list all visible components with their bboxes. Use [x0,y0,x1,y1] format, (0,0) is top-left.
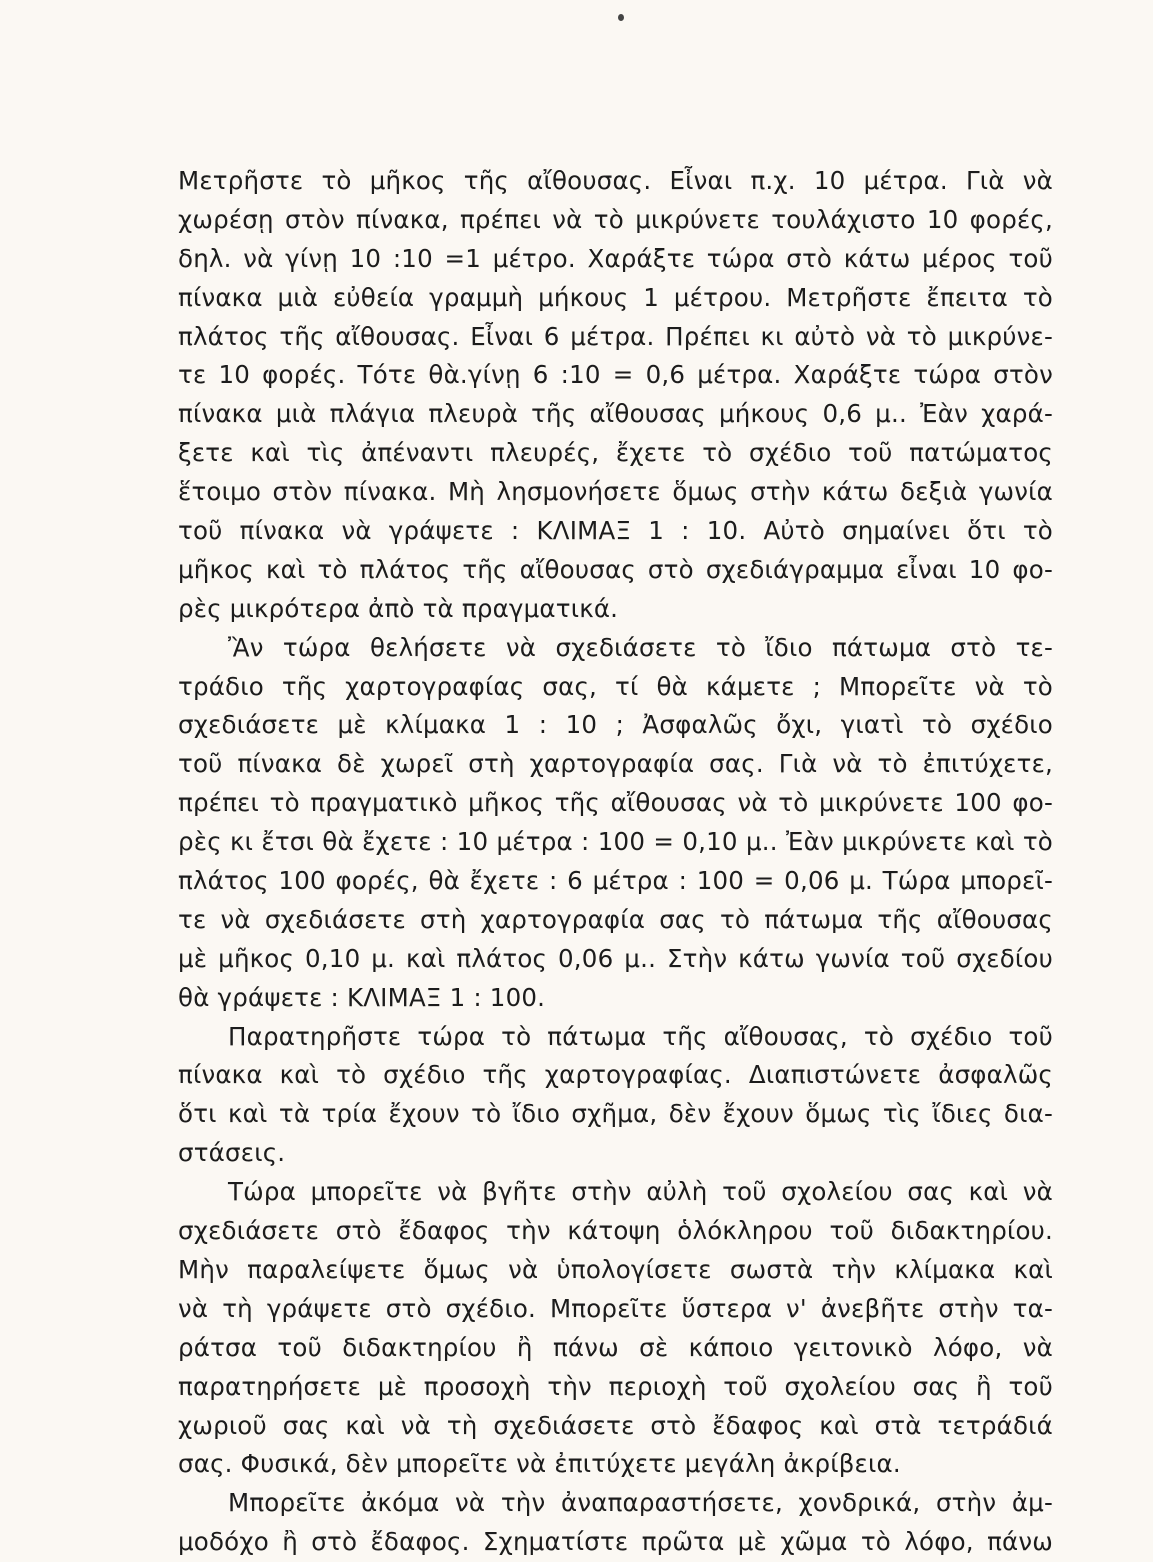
text-line: Ἂν τώρα θελήσετε νὰ σχεδιάσετε τὸ ἴδιο πάτωμα στὸ τε- [228,632,1053,662]
text-line: μῆκος καὶ τὸ πλάτος τῆς αἴθουσας στὸ σχεδιάγραμμα εἶναι 10 φο- [178,554,1053,584]
text-line: δηλ. νὰ γίνῃ 10 :10 =1 μέτρο. Χαράξτε τώρα στὸ κάτω μέρος τοῦ [178,243,1053,273]
text-line: ὅτι καὶ τὰ τρία ἔχουν τὸ ἴδιο σχῆμα, δὲν ἔχουν ὅμως τὶς ἴδιες δια- [178,1099,1053,1129]
text-line: ράτσα τοῦ διδακτηρίου ἢ πάνω σὲ κάποιο γειτονικὸ λόφο, νὰ [178,1332,1053,1362]
ink-speck [618,14,624,21]
text-line: μὲ μῆκος 0,10 μ. καὶ πλάτος 0,06 μ.. Στὴν κάτω γωνία τοῦ σχεδίου [178,943,1053,973]
text-line: πίνακα μιὰ εὐθεία γραμμὴ μήκους 1 μέτρου. Μετρῆστε ἔπειτα τὸ [178,282,1053,312]
text-line: Μετρῆστε τὸ μῆκος τῆς αἴθουσας. Εἶναι π.χ. 10 μέτρα. Γιὰ νὰ [178,166,1053,195]
text-line: τράδιο τῆς χαρτογραφίας σας, τί θὰ κάμετε ; Μπορεῖτε νὰ τὸ [178,671,1053,701]
text-line: πίνακα καὶ τὸ σχέδιο τῆς χαρτογραφίας. Διαπιστώνετε ἀσφαλῶς [178,1060,1053,1090]
text-line: Μὴν παραλείψετε ὅμως νὰ ὑπολογίσετε σωστὰ τὴν κλίμακα καὶ [178,1254,1053,1284]
text-line: νὰ τὴ γράψετε στὸ σχέδιο. Μπορεῖτε ὕστερα ν' ἀνεβῆτε στὴν τα- [178,1293,1053,1323]
text-line: σχεδιάσετε στὸ ἔδαφος τὴν κάτοψη ὁλόκληρου τοῦ διδακτηρίου. [178,1216,1053,1246]
text-line: χωριοῦ σας καὶ νὰ τὴ σχεδιάσετε στὸ ἔδαφος καὶ στὰ τετράδιά [178,1410,1053,1440]
text-line: τοῦ πίνακα δὲ χωρεῖ στὴ χαρτογραφία σας. Γιὰ νὰ τὸ ἐπιτύχετε, [178,749,1053,779]
text-line: πίνακα μιὰ πλάγια πλευρὰ τῆς αἴθουσας μήκους 0,6 μ.. Ἐὰν χαρά- [178,399,1053,429]
text-line: ξετε καὶ τὶς ἀπέναντι πλευρές, ἔχετε τὸ σχέδιο τοῦ πατώματος [178,438,1053,468]
text-line: μοδόχο ἢ στὸ ἔδαφος. Σχηματίστε πρῶτα μὲ χῶμα τὸ λόφο, πάνω [178,1527,1053,1557]
paragraph-3 [178,1018,1053,1174]
text-line: ἕτοιμο στὸν πίνακα. Μὴ λησμονήσετε ὅμως στὴν κάτω δεξιὰ γωνία [178,477,1053,507]
text-line: τε νὰ σχεδιάσετε στὴ χαρτογραφία σας τὸ πάτωμα τῆς αἴθουσας [178,904,1053,934]
text-line: πλάτος τῆς αἴθουσας. Εἶναι 6 μέτρα. Πρέπει κι αὐτὸ νὰ τὸ μικρύνε- [178,321,1053,351]
text-line: χωρέσῃ στὸν πίνακα, πρέπει νὰ τὸ μικρύνετε τουλάχιστο 10 φορές, [178,204,1053,234]
text-line: παρατηρήσετε μὲ προσοχὴ τὴν περιοχὴ τοῦ σχολείου σας ἢ τοῦ [178,1371,1053,1401]
text-line: Μπορεῖτε ἀκόμα νὰ τὴν ἀναπαραστήσετε, χονδρικά, στὴν ἀμ- [228,1488,1053,1518]
text-line: Τώρα μπορεῖτε νὰ βγῆτε στὴν αὐλὴ τοῦ σχολείου σας καὶ νὰ [228,1177,1053,1207]
text-line: σας. Φυσικά, δὲν μπορεῖτε νὰ ἐπιτύχετε μεγάλη ἀκρίβεια. [178,1449,901,1479]
body-text [178,162,1053,1562]
text-line: θὰ γράψετε : ΚΛΙΜΑΞ 1 : 100. [178,982,546,1012]
text-line: τε 10 φορές. Τότε θὰ.γίνῃ 6 :10 = 0,6 μέτρα. Χαράξτε τώρα στὸν [178,360,1053,390]
text-line: σχεδιάσετε μὲ κλίμακα 1 : 10 ; Ἀσφαλῶς ὄχι, γιατὶ τὸ σχέδιο [178,710,1053,740]
text-line: ρὲς μικρότερα ἀπὸ τὰ πραγματικά. [178,593,619,623]
text-line: πρέπει τὸ πραγματικὸ μῆκος τῆς αἴθουσας νὰ τὸ μικρύνετε 100 φο- [178,788,1053,818]
text-line: στάσεις. [178,1138,286,1168]
paragraph-2 [178,629,1053,1018]
paragraph-4 [178,1173,1053,1484]
paragraph-1 [178,162,1053,629]
paragraph-5 [178,1484,1053,1562]
text-line: Παρατηρῆστε τώρα τὸ πάτωμα τῆς αἴθουσας, τὸ σχέδιο τοῦ [228,1021,1053,1051]
text-line: ρὲς κι ἔτσι θὰ ἔχετε : 10 μέτρα : 100 = 0,10 μ.. Ἐὰν μικρύνετε καὶ τὸ [178,827,1053,857]
text-line: πλάτος 100 φορές, θὰ ἔχετε : 6 μέτρα : 100 = 0,06 μ. Τώρα μπορεῖ- [178,866,1053,896]
text-line: τοῦ πίνακα νὰ γράψετε : ΚΛΙΜΑΞ 1 : 10. Αὐτὸ σημαίνει ὅτι τὸ [178,516,1053,546]
